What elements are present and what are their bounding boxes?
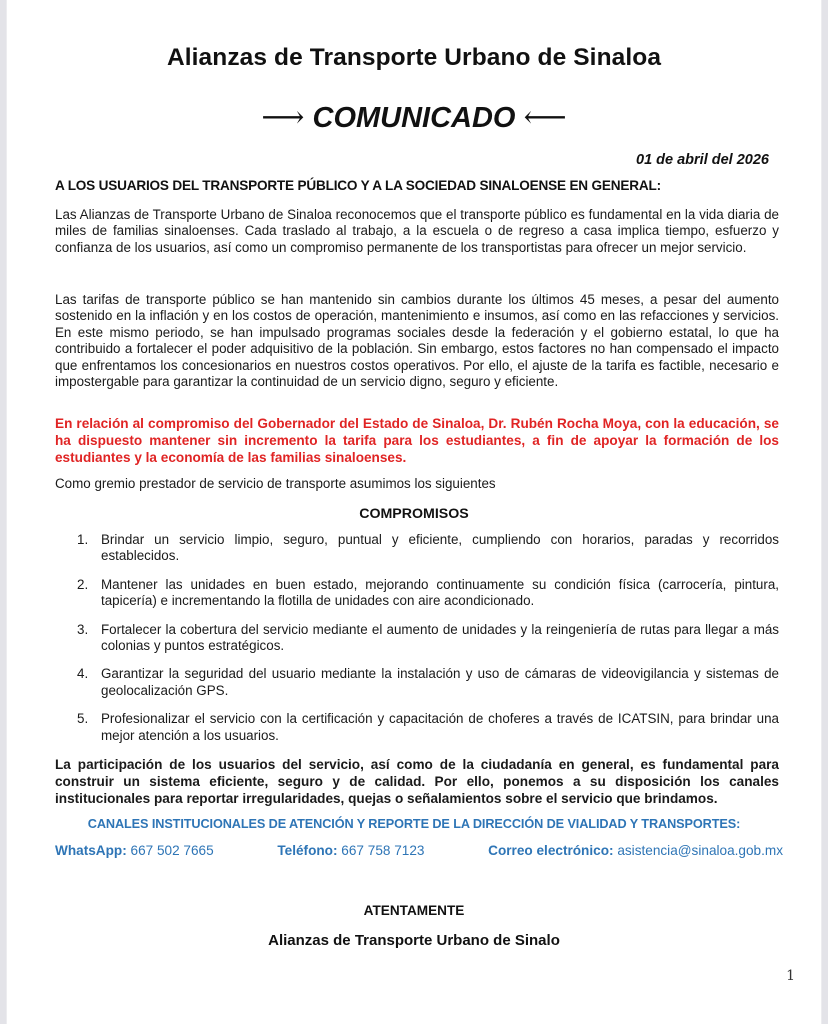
whatsapp-label: WhatsApp: [55, 843, 127, 858]
contact-phone[interactable] [277, 843, 424, 858]
contact-channels [55, 843, 783, 858]
commitments-intro: Como gremio prestador de servicio de transporte asumimos los siguientes [55, 476, 496, 491]
highlight-paragraph: En relación al compromiso del Gobernador del Estado de Sinaloa, Dr. Rubén Rocha Moya, con la educación, se ha dispuesto mantener sin incremento la tarifa para los estudiantes, a fin de apoyar la formación de los estudiantes y la economía de las familias sinaloenses. [55, 416, 779, 465]
phone-label: Teléfono: [277, 843, 338, 858]
commitment-item [77, 532, 779, 565]
commitment-number: 3. [77, 621, 89, 637]
farewell: ATENTAMENTE [363, 903, 465, 918]
commitments-title: COMPROMISOS [359, 506, 469, 522]
salutation: A LOS USUARIOS DEL TRANSPORTE PÚBLICO Y A LA SOCIEDAD SINALOENSE EN GENERAL: [55, 178, 661, 193]
commitment-text: Brindar un servicio limpio, seguro, puntual y eficiente, cumpliendo con horarios, paradas y recorridos establecidos. [101, 532, 779, 564]
comunicado-word: COMUNICADO [312, 102, 516, 134]
contact-email[interactable] [488, 843, 783, 858]
phone-number[interactable]: 667 758 7123 [341, 843, 425, 858]
viewer-left-edge [0, 0, 7, 1024]
commitment-text: Garantizar la seguridad del usuario mediante la instalación y uso de cámaras de videovigilancia y sistemas de geolocalización GPS. [101, 666, 779, 698]
page-number: 1 [786, 968, 795, 984]
document-page [7, 0, 821, 1024]
signature: Alianzas de Transporte Urbano de Sinalo [268, 932, 560, 949]
document-date: 01 de abril del 2026 [636, 152, 769, 168]
commitment-item [77, 666, 779, 699]
paragraph-intro: Las Alianzas de Transporte Urbano de Sinaloa reconocemos que el transporte público es fundamental en la vida diaria de miles de familias sinaloenses. Cada traslado al trabajo, a la escuela o de regreso a casa implica tiempo, esfuerzo y confianza de los usuarios, así como un compromiso permanente de los transportistas para ofrecer un mejor servicio. [55, 207, 779, 255]
channels-title: CANALES INSTITUCIONALES DE ATENCIÓN Y REPORTE DE LA DIRECCIÓN DE VIALIDAD Y TRANSPORTES: [87, 817, 741, 831]
commitment-number: 5. [77, 711, 89, 727]
commitment-number: 2. [77, 576, 89, 592]
commitments-list [77, 532, 779, 756]
arrow-left-icon: ⟵ [523, 100, 567, 135]
contact-whatsapp[interactable] [55, 843, 214, 858]
whatsapp-number[interactable]: 667 502 7665 [130, 843, 214, 858]
commitment-text: Fortalecer la cobertura del servicio mediante el aumento de unidades y la reingeniería de rutas para llegar a más colonias y puntos estratégicos. [101, 621, 779, 654]
comunicado-heading [7, 100, 821, 135]
document-title: Alianzas de Transporte Urbano de Sinaloa [166, 44, 662, 71]
commitment-text: Mantener las unidades en buen estado, mejorando continuamente su condición física (carrocería, pintura, tapicería) e incrementando la flotilla de unidades con aire acondicionado. [101, 576, 779, 609]
commitment-number: 4. [77, 666, 89, 682]
commitment-text: Profesionalizar el servicio con la certificación y capacitación de choferes a través de ICATSIN, para brindar una mejor atención a los usuarios. [101, 711, 779, 743]
email-label: Correo electrónico: [488, 843, 614, 858]
commitment-number: 1. [77, 532, 89, 547]
email-address[interactable]: asistencia@sinaloa.gob.mx [617, 843, 783, 858]
arrow-right-icon: ⟶ [261, 100, 305, 135]
closing-paragraph: La participación de los usuarios del servicio, así como de la ciudadanía en general, es fundamental para construir un sistema eficiente, seguro y de calidad. Por ello, ponemos a su disposición los canales institucionales para reportar irregularidades, quejas o señalamientos sobre el servicio que brindamos. [55, 757, 779, 806]
commitment-item [77, 577, 779, 610]
paragraph-tariffs: Las tarifas de transporte público se han mantenido sin cambios durante los últimos 45 meses, a pesar del aumento sostenido en la inflación y en los costos de operación, mantenimiento e insumos, así como en las refacciones y servicios. En este mismo periodo, se han impulsado programas sociales desde la federación y el gobierno estatal, lo que ha contribuido a fortalecer el poder adquisitivo de la población. Sin embargo, estos factores no han compensado el impacto que enfrentamos los concesionarios en nuestros costos operativos. Por ello, el ajuste de la tarifa es factible, necesario e impostergable para garantizar la continuidad de un servicio digno, seguro y eficiente. [55, 292, 779, 390]
commitment-item [77, 711, 779, 744]
commitment-item [77, 622, 779, 655]
viewer-right-edge [821, 0, 828, 1024]
